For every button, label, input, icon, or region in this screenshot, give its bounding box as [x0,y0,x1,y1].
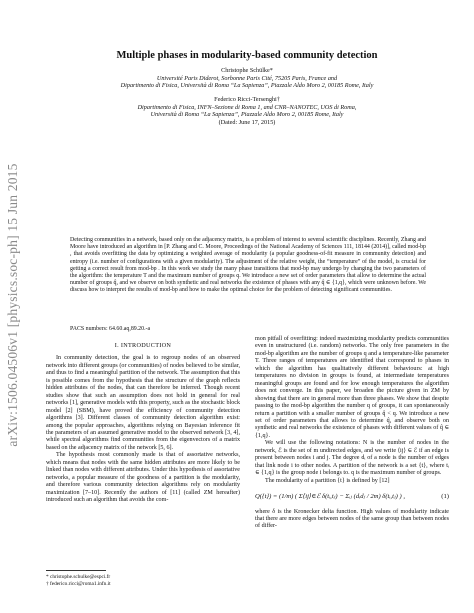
affiliation: Università di Roma “La Sapienza”, Piazzale Aldo Moro 2, 00185 Rome, Italy [150,111,344,119]
paper-title: Multiple phases in modularity-based community detection [116,50,378,61]
paragraph: The hypothesis most commonly made is that of assortative networks, which means that nodes with the same hidden attributes are more likely to be linked than nodes with different attributes. Under this hypothesis of assortative networks, a popular measure of the goodness of a partition is the modularity, and therefore various community detection algorithms rely on modularity maximization [7–10]. Recently the authors of [11] (called ZM hereafter) introduced such an algorithm that avoids the com- [46,452,240,504]
paragraph: mon pitfall of overfitting: indeed maximizing modularity predicts communities even in unstructured (i.e. random) networks. The only free parameters in the mod-bp algorithm are the number of groups q and a temperature-like parameter T. Three ranges of temperatures are identified that correspond to phases in which the algorithm has qualitatively different behaviours: at high temperatures no division in groups is found, at intermediate temperatures meaningful groups are found and for low enough temperatures the algorithm does not converge. In this paper, we broaden the picture given in ZM by showing that there are in general more than three phases. We show that despite passing to the mod-bp algorithm the number q of groups, it can spontaneously return a partition with a smaller number of groups q̂ < q. We introduce a new set of order parameters that allows to determine q̂, and observe both on synthetic and real networks the existence of phases with different values of q̂ ∈ {1,q}. [255,336,449,439]
equation-body: Q({t}) = (1/m) ( Σ⟨ij⟩∈ℰ δ(tᵢ,tⱼ) − Σᵢⱼ (dᵢdⱼ / 2m) δ(tᵢ,tⱼ) ) , [255,493,405,501]
affiliation: Dipartimento di Fisica, INFN–Sezione di Roma 1, and CNR–NANOTEC, UOS di Roma, [137,103,357,111]
author-block-1 [40,67,454,90]
paragraph: The modularity of a partition {t} is defined by [12] [265,477,390,484]
footnote: † federico.ricci@roma1.infn.it [46,580,111,587]
author-name: Federico Ricci-Tersenghi† [214,96,280,103]
footnote: * christophe.schulke@espci.fr [46,574,111,580]
equation-number: (1) [441,493,449,501]
affiliation: Université Paris Diderot, Sorbonne Paris Cité, 75205 Paris, France and [156,74,338,82]
paragraph: We will use the following notations: N is the number of nodes in the network, ℰ is the set of m undirected edges, and we write ⟨ij⟩ ∈ ℰ if an edge is present between nodes i and j. The degree dᵢ of a node is the number of edges that link node i to other nodes. A partition of the network is a set {t}, where tᵢ ∈ {1,q} is the group node i belongs to. q is the maximum number of groups. [255,440,449,477]
arxiv-watermark [2,150,24,460]
author-name: Christophe Schülke* [221,67,273,74]
equation [255,493,449,500]
footnotes [46,574,240,587]
author-block-2 [40,96,454,126]
affiliation: Dipartimento di Fisica, Università di Roma “La Sapienza”, Piazzale Aldo Moro 2, 00185 Rome, Italy [120,82,374,90]
pacs-numbers: PACS numbers: 64.60.aq,89.20.-a [70,326,151,332]
date-line: (Dated: June 17, 2015) [218,118,276,126]
paragraph: where δ is the Kronecker delta function. High values of modularity indicate that there are more edges between nodes of the same group than between nodes of differ- [255,508,449,530]
left-column [46,342,240,505]
right-column [255,336,449,531]
arxiv-id: arXiv:1506.04506v1 [physics.soc-ph] 15 Jun 2015 [5,163,20,447]
abstract: Detecting communities in a network, based only on the adjacency matrix, is a problem of interest to several scientific disciplines. Recently, Zhang and Moore have introduced an algorithm in [P. Zhang and C. Moore, Proceedings of the National Academy of Sciences 111, 18144 (2014)], called mod-bp , that avoids overfitting the data by optimizing a weighted average of modularity (a popular goodness-of-fit measure in community detection) and entropy (i.e. number of configurations with a given modularity). The adjustment of the relative weight, the “temperature” of the model, is crucial for getting a correct result from mod-bp . In this work we study the many phase transitions that mod-bp may undergo by changing the two parameters of the algorithm: the temperature T and the maximum number of groups q. We introduce a new set of order parameters that allow to determine the actual number of groups q̂, and we observe on both synthetic and real networks the existence of phases with any q̂ ∈ {1,q}, which were unknown before. We discuss how to interpret the results of mod-bp and how to make the optimal choice for the problem of detecting significant communities. [70,237,426,294]
section-heading: I. INTRODUCTION [114,342,172,349]
footnote-rule [46,570,106,571]
paragraph: In community detection, the goal is to regroup nodes of an observed network into different groups (or communities) of nodes believed to be similar, and thus to find a meaningful partition of the network. The assumption that this is possible comes from the hypothesis that the structure of the graph reflects hidden attributes of the nodes, that can therefore be inferred. Though recent studies show that such an assumption does not hold in general for real networks [1], generative models with this property, such as the stochastic block model [2] (SBM), have proved the efficiency of community detection algorithms [3]. Different classes of community detection algorithm exist: among the popular approaches, algorithms relying on Bayesian inference fit the parameters of an assumed generative model to the observed network [3, 4], while spectral algorithms find communities from the eigenvectors of a matrix based on the adjacency matrix of the network [5, 6]. [46,355,240,451]
